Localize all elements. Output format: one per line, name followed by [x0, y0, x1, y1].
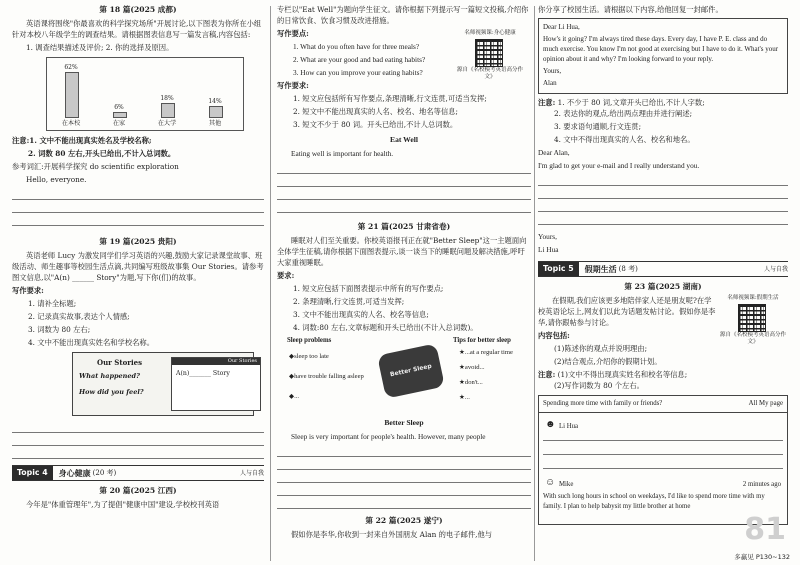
- passage-20-point-1: 1. What do you often have for three meals?: [293, 42, 420, 51]
- forum-question: Spending more time with family or friends?: [543, 400, 663, 407]
- passage-18-intro: 英语课将围绕"你最喜欢的科学探究场所"开展讨论,以下图表为你所在小组针对本校八年级学生的调查结果。请根据图表信息写一篇发言稿,内容包括:: [12, 19, 262, 39]
- topic-4-count: (20 考): [92, 468, 117, 477]
- qr-code-icon[interactable]: [738, 304, 766, 332]
- sleep-problem-1: ◆sleep too late: [289, 353, 329, 360]
- passage-21-intro: 睡眠对人们至关重要。你校英语报刊正在就"Better Sleep"这一主题面向全体学生征稿,请你根据下面图表提示,谈一谈当下的睡眠问题及解决措施,呼吁大家重视睡眠。: [277, 236, 527, 267]
- qr-label-1: 名师视频课:身心健康: [464, 30, 516, 36]
- card-question-2: How did you feel?: [79, 388, 144, 396]
- answer-line: [277, 483, 531, 496]
- email-greeting: Dear Li Hua,: [543, 23, 580, 31]
- eat-well-start: Eating well is important for health.: [291, 149, 394, 158]
- passage-23-intro: 在假期,我们应该更多地陪伴家人还是朋友呢?在学校英语论坛上,网友们以此为话题发帖讨论。假如你是李华,请你跟帖参与讨论。: [538, 296, 716, 327]
- passage-19-req-3: 3. 词数为 80 左右;: [28, 325, 91, 334]
- card-title: Our Stories: [97, 358, 143, 367]
- sleep-tips-heading: Tips for better sleep: [453, 337, 511, 344]
- our-stories-card: [72, 352, 257, 416]
- reply-start: I'm glad to get your e-mail and I really understand you.: [538, 161, 700, 170]
- chart-value-label: 18%: [160, 95, 174, 103]
- sleep-problem-2: ◆have trouble falling asleep: [289, 373, 364, 380]
- answer-line: [538, 199, 788, 212]
- passage-20-points-head: 写作要点:: [277, 29, 309, 38]
- passage-23-note-1: (1)文中不得出现真实姓名和校名等信息;: [557, 370, 688, 379]
- email-signature: Alan: [543, 79, 557, 87]
- answer-line: [277, 444, 531, 457]
- passage-19-req-head: 写作要求:: [12, 286, 44, 295]
- answer-line: [12, 420, 264, 433]
- passage-19-req-4: 4. 文中不能出现真实姓名和学校名称。: [28, 338, 155, 347]
- passage-22-note-4: 4. 文中不得出现真实的人名、校名和地名。: [554, 135, 695, 144]
- passage-21-title: 第 21 篇(2025 甘肃省卷): [357, 222, 451, 231]
- answer-line: [277, 496, 531, 509]
- chart-value-label: 62%: [64, 63, 78, 71]
- passage-18-note-1: 注意:1. 文中不能出现真实姓名及学校名称;: [12, 136, 152, 145]
- sleep-tip-2: ★avoid...: [459, 364, 485, 371]
- forum-header: [539, 396, 787, 413]
- passage-22-cont: 你分享了校园生活。请根据以下内容,给他回复一封邮件。: [538, 5, 723, 14]
- story-page: [171, 357, 261, 411]
- passage-23-point-2: (2)结合观点,介绍你的假期计划。: [554, 357, 662, 366]
- passage-20-intro: 今年是"体重管理年",为了提倡"健康中国"建设,学校校刊英语: [26, 500, 220, 509]
- sleep-tip-1: ★...at a regular time: [459, 349, 513, 356]
- column-middle: [277, 0, 531, 565]
- chart-bar: [161, 103, 175, 118]
- passage-23-points-head: 内容包括:: [538, 331, 570, 340]
- qr-source-2: 源自《名校模考英语高分作文》: [719, 332, 786, 345]
- passage-23-point-1: (1)陈述你的观点并说明理由;: [554, 344, 648, 353]
- passage-20-req-2: 2. 短文中不能出现真实的人名、校名、地名等信息;: [293, 107, 458, 116]
- passage-23-title: 第 23 篇(2025 湖南): [624, 282, 702, 291]
- answer-line: [277, 470, 531, 483]
- topic-5-count: (8 考): [618, 264, 638, 273]
- answer-line: [277, 200, 531, 213]
- sleep-tip-4: ★...: [459, 394, 470, 401]
- forum-timestamp: 2 minutes ago: [742, 481, 781, 488]
- answer-line: [12, 200, 264, 213]
- passage-20-req-1: 1. 短文应包括所有写作要点,条理清晰,行文连贯,可适当发挥;: [293, 94, 487, 103]
- reply-greeting: Dear Alan,: [538, 148, 570, 157]
- answer-line: [277, 457, 531, 470]
- forum-page-link[interactable]: All My page: [748, 400, 783, 407]
- user-avatar-icon: ☻: [545, 419, 556, 430]
- passage-20-point-2: 2. What are your good and bad eating habits?: [293, 55, 426, 64]
- pillow-label: Better Sleep: [389, 362, 433, 379]
- column-divider: [270, 6, 271, 561]
- chart-bar: [209, 106, 223, 118]
- topic-5-name: 假期生活: [584, 264, 617, 274]
- passage-22-note-2: 2. 表达你的观点,给出两点理由并进行阐述;: [554, 109, 693, 118]
- passage-21-req-head: 要求:: [277, 271, 295, 280]
- page-footer: 多赢见 P130~132: [734, 553, 790, 561]
- topic-4-label: Topic 4: [12, 466, 53, 480]
- passage-21-req-2: 2. 条理清晰,行文连贯,可适当发挥;: [293, 297, 405, 306]
- column-left: [12, 0, 264, 565]
- forum-user-2: Mike: [559, 481, 574, 488]
- passage-18-reference: 参考词汇:开展科学探究 do scientific exploration: [12, 162, 179, 171]
- passage-22-note-head: 注意:: [538, 98, 556, 107]
- passage-23-note-head: 注意:: [538, 370, 556, 379]
- eat-well-title: Eat Well: [390, 135, 418, 144]
- answer-line: [277, 187, 531, 200]
- reply-closing: Yours,: [538, 232, 557, 241]
- answer-line: [543, 440, 783, 441]
- passage-19-title: 第 19 篇(2025 贵阳): [99, 237, 177, 246]
- qr-code-icon[interactable]: [475, 39, 503, 67]
- email-from-alan: [538, 18, 788, 94]
- answer-line: [543, 468, 783, 469]
- topic-5-label: Topic 5: [538, 262, 579, 276]
- passage-22-note-3: 3. 要求语句通顺,行文连贯;: [554, 122, 642, 131]
- story-blank-title: A(n)_______ Story: [176, 370, 230, 377]
- passage-22-intro: 假如你是李华,你收到一封来自外国朋友 Alan 的电子邮件,他与: [291, 530, 493, 539]
- passage-19-req-2: 2. 记录真实故事,表达个人情感;: [28, 312, 130, 321]
- passage-19-req-1: 1. 请补全标题;: [28, 299, 77, 308]
- answer-line: [12, 187, 264, 200]
- survey-bar-chart: [46, 57, 244, 131]
- passage-20-req-head: 写作要求:: [277, 81, 309, 90]
- pillow-image: [377, 343, 445, 399]
- chart-category-label: 在家: [112, 120, 126, 127]
- sleep-tip-3: ★don't...: [459, 379, 483, 386]
- passage-20-title: 第 20 篇(2025 江西): [99, 486, 177, 495]
- card-question-1: What happened?: [79, 372, 140, 380]
- topic-4-name: 身心健康: [58, 468, 91, 478]
- answer-line: [12, 433, 264, 446]
- passage-21-req-4: 4. 词数:80 左右,文章标题和开头已给出(不计入总词数)。: [293, 323, 478, 332]
- answer-line: [538, 173, 788, 186]
- column-right: [538, 0, 788, 565]
- passage-22-title: 第 22 篇(2025 遂宁): [365, 516, 443, 525]
- passage-21-req-1: 1. 短文应包括下面图表提示中所有的写作要点;: [293, 284, 444, 293]
- topic-4-category: 人与自我: [239, 469, 264, 477]
- chart-bar: [65, 72, 79, 118]
- passage-23-note-2: (2)写作词数为 80 个左右。: [554, 381, 644, 390]
- passage-19-intro: 英语老师 Lucy 为激发同学们学习英语的兴趣,鼓励大家记录课堂故事、班级活动、师生趣事等校园生活点滴,共同编写班级故事集 Our Stories。请参考图文信息,以"A(n) ______ Story"为题,写下你(们)的故事。: [12, 251, 264, 282]
- passage-20-req-3: 3. 短文不少于 80 词。开头已给出,不计人总词数。: [293, 120, 458, 129]
- chart-value-label: 14%: [208, 98, 222, 105]
- answer-line: [277, 161, 531, 174]
- passage-18-title: 第 18 篇(2025 成都): [99, 5, 177, 14]
- answer-line: [538, 212, 788, 225]
- answer-line: [538, 186, 788, 199]
- passage-22-note-1: 1. 不少于 80 词,文章开头已给出,不计人字数;: [557, 98, 705, 107]
- answer-line: [543, 454, 783, 455]
- chart-value-label: 6%: [114, 103, 124, 111]
- passage-18-requirement: 1. 调查结果描述及评价; 2. 你的选择及原因。: [26, 43, 174, 52]
- forum-post-box: [538, 395, 788, 525]
- reply-signature: Li Hua: [538, 245, 559, 254]
- answer-line: [12, 446, 264, 459]
- answer-line: [12, 213, 264, 226]
- email-closing: Yours,: [543, 67, 562, 75]
- answer-line: [277, 174, 531, 187]
- sleep-diagram: [277, 335, 531, 413]
- passage-18-note-2: 2. 词数 80 左右,开头已给出,不计入总词数。: [28, 149, 176, 158]
- passage-21-req-3: 3. 文中不能出现真实的人名、校名等信息;: [293, 310, 429, 319]
- chart-category-label: 在本校: [61, 120, 81, 127]
- chart-category-label: 其他: [208, 120, 222, 127]
- passage-18-start: Hello, everyone.: [26, 175, 87, 184]
- topic-5-category: 人与自我: [763, 265, 788, 273]
- better-sleep-title: Better Sleep: [384, 418, 424, 427]
- forum-post-text: With such long hours in school on weekdays, I'd like to spend more time with my family. I plan to help babysit my little brother at home: [543, 493, 765, 510]
- column-divider: [534, 6, 535, 561]
- topic-5-header: [538, 261, 788, 277]
- email-body: How's it going? I'm always tired these days. Every day, I have P. E. class and do much exercise. You know I'm not good at exercising but I have to do it. What's your opinion about it and why? I'm looking forward to your reply.: [543, 35, 779, 63]
- sleep-problems-heading: Sleep problems: [287, 337, 332, 344]
- story-page-header: Our Stories: [172, 358, 260, 365]
- better-sleep-start: Sleep is very important for people's health. However, many people: [291, 432, 486, 441]
- topic-4-header: [12, 465, 264, 481]
- page-number: 81: [744, 512, 786, 547]
- user-avatar-icon: ☺: [545, 477, 556, 488]
- chart-category-label: 在大学: [157, 120, 177, 127]
- qr-source-1: 源自《名校模考英语高分作文》: [456, 67, 523, 80]
- passage-20-cont: 专栏以"Eat Well"为题向学生征文。请你根据下列提示写一篇短文投稿,介绍你的日常饮食、饮食习惯及改进措施。: [277, 5, 529, 25]
- qr-label-2: 名师视频课:假期生活: [727, 295, 779, 301]
- passage-20-point-3: 3. How can you improve your eating habits?: [293, 68, 423, 77]
- forum-user-1: Li Hua: [559, 423, 579, 430]
- sleep-problem-3: ◆...: [289, 393, 300, 400]
